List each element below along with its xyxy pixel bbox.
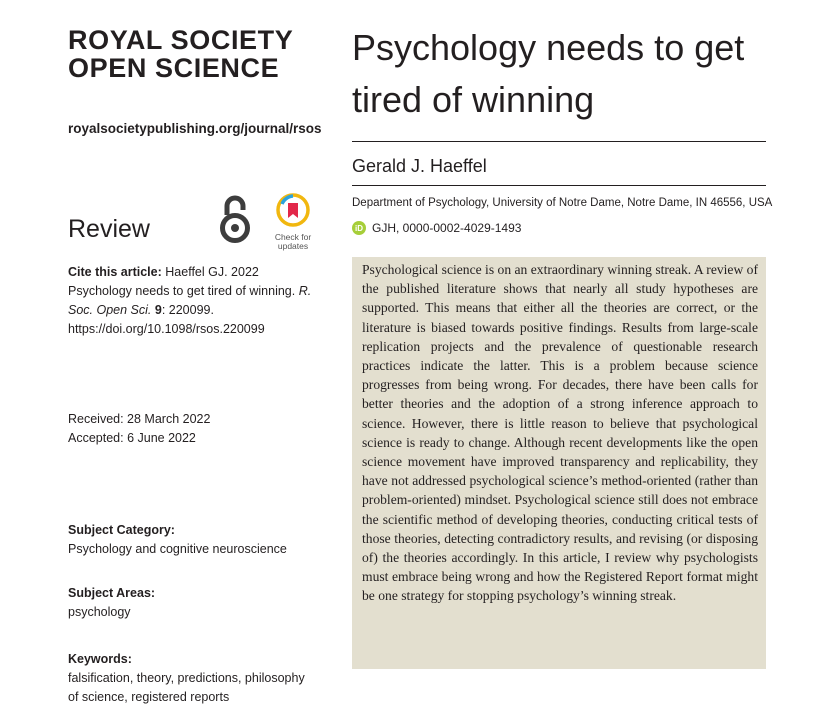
subject-category-label: Subject Category:	[68, 523, 175, 537]
keywords-value: falsification, theory, predictions, philosophy of science, registered reports	[68, 671, 305, 704]
author-affiliation: Department of Psychology, University of Notre Dame, Notre Dame, IN 46556, USA	[352, 197, 773, 209]
subject-category-value: Psychology and cognitive neuroscience	[68, 542, 287, 556]
subject-category	[68, 521, 316, 559]
orcid-text: GJH, 0000-0002-4029-1493	[372, 221, 522, 235]
keywords-label: Keywords:	[68, 652, 132, 666]
article-type: Review	[68, 215, 150, 243]
citation-text: Haeffel GJ. 2022 Psychology needs to get tired of winning.	[68, 265, 296, 298]
received-date: Received: 28 March 2022	[68, 412, 211, 426]
orcid-row[interactable]	[352, 221, 521, 235]
article-title: Psychology needs to get tired of winning	[352, 27, 745, 120]
citation-volume: 9	[154, 303, 162, 317]
title-divider	[352, 141, 766, 142]
dates-block	[68, 410, 316, 448]
open-access-icon	[218, 193, 252, 245]
keywords	[68, 650, 308, 707]
subject-areas-label: Subject Areas:	[68, 586, 156, 600]
subject-areas-value: psychology	[68, 605, 131, 619]
check-for-updates-badge[interactable]	[272, 193, 314, 251]
abstract-box: Psychological science is on an extraordinary winning streak. A review of the published literature shows that nearly all study hypotheses are supported. This means that either all the theories are correct, or the literature is biased towards positive findings. Results from large-scale replication projects and the prevalence of questionable research practices indicate the latter. This is a problem because science progresses from being wrong. For decades, there have been calls for better theories and the adoption of a strong inference approach to science. However, there is little reason to believe that psychological science is ready to change. Although recent developments like the open science movement have improved transparency and replicability, they have not addressed psychological science’s method-oriented (rather than problem-oriented) mindset. Psychological science still does not embrace the scientific method of developing theories, conducting critical tests of those theories, detecting contradictory results, and revising (or disposing of) the theories accordingly. In this article, I review why psychologists must embrace being wrong and how the Registered Report format might be one strategy for stopping psychology’s winning streak.	[352, 257, 766, 669]
journal-name-line2: OPEN SCIENCE	[68, 53, 280, 83]
citation-label: Cite this article:	[68, 265, 162, 279]
check-for-updates-icon	[276, 193, 310, 227]
journal-url-link[interactable]: royalsocietypublishing.org/journal/rsos	[68, 121, 322, 136]
orcid-icon: iD	[352, 221, 366, 235]
subject-areas	[68, 584, 316, 622]
check-for-updates-line1: Check for	[274, 232, 312, 242]
citation-doi-link[interactable]: https://doi.org/10.1098/rsos.220099	[68, 322, 265, 336]
author-divider	[352, 185, 766, 186]
journal-name-line1: ROYAL SOCIETY	[68, 25, 294, 55]
check-for-updates-line2: updates	[277, 241, 309, 251]
citation-block: Cite this article: Haeffel GJ. 2022 Psychology needs to get tired of winning. R. Soc. Open Sci. 9: 220099. https://doi.org/10.1098/rsos.220099	[68, 265, 312, 336]
journal-logo	[68, 26, 318, 82]
citation-journal: R. Soc. Open Sci.	[68, 284, 312, 317]
accepted-date: Accepted: 6 June 2022	[68, 431, 196, 445]
author-name: Gerald J. Haeffel	[352, 156, 487, 176]
citation-pages: 220099.	[168, 303, 214, 317]
